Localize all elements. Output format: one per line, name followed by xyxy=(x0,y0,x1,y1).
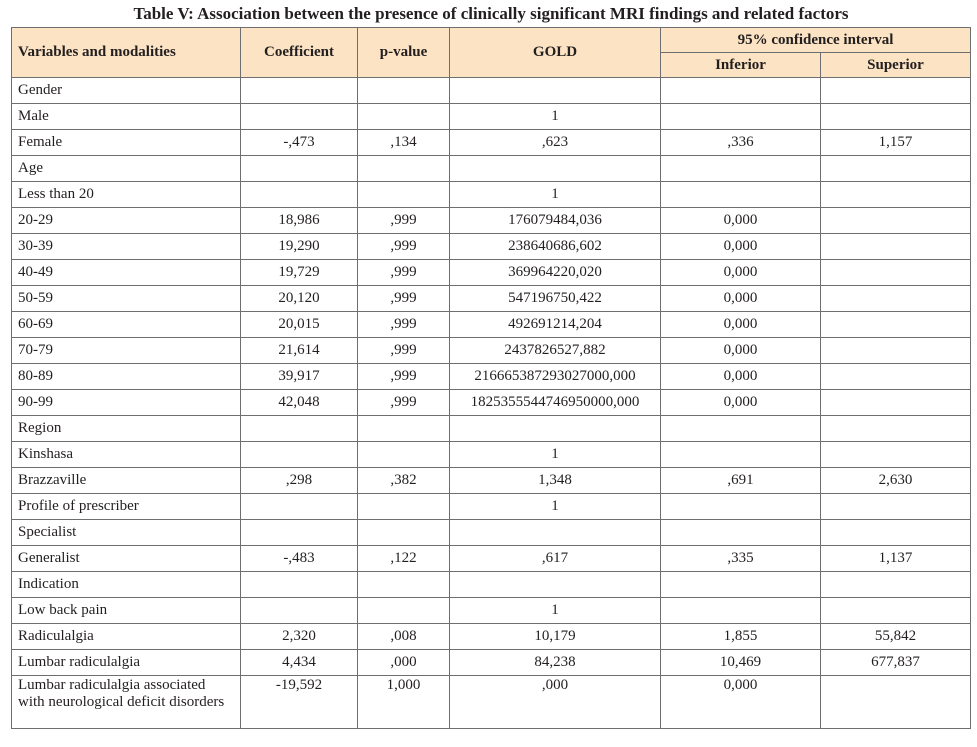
cell-inferior xyxy=(661,572,821,598)
cell-coefficient: 39,917 xyxy=(241,364,358,390)
cell-inferior: 0,000 xyxy=(661,260,821,286)
cell-superior xyxy=(821,286,971,312)
cell-coefficient xyxy=(241,156,358,182)
table-title: Table V: Association between the presence of clinically significant MRI findings and related factors xyxy=(133,4,849,23)
cell-gold: 1 xyxy=(450,104,661,130)
table-row xyxy=(12,130,971,156)
table-row xyxy=(12,390,971,416)
table-row xyxy=(12,182,971,208)
cell-inferior: 0,000 xyxy=(661,364,821,390)
cell-gold: 238640686,602 xyxy=(450,234,661,260)
cell-superior xyxy=(821,572,971,598)
cell-gold: 492691214,204 xyxy=(450,312,661,338)
cell-gold: 1,348 xyxy=(450,468,661,494)
cell-gold: 1825355544746950000,000 xyxy=(450,390,661,416)
cell-variable: Male xyxy=(12,104,241,130)
cell-p-value: ,999 xyxy=(358,312,450,338)
cell-inferior: 0,000 xyxy=(661,208,821,234)
table-row xyxy=(12,286,971,312)
cell-p-value: ,999 xyxy=(358,234,450,260)
cell-coefficient: 42,048 xyxy=(241,390,358,416)
cell-variable: 90-99 xyxy=(12,390,241,416)
cell-coefficient xyxy=(241,520,358,546)
cell-gold: ,623 xyxy=(450,130,661,156)
cell-gold: 216665387293027000,000 xyxy=(450,364,661,390)
cell-superior xyxy=(821,598,971,624)
cell-gold: ,617 xyxy=(450,546,661,572)
cell-p-value xyxy=(358,182,450,208)
cell-p-value xyxy=(358,494,450,520)
cell-coefficient xyxy=(241,494,358,520)
table-row xyxy=(12,364,971,390)
cell-gold: ,000 xyxy=(450,676,661,729)
cell-inferior xyxy=(661,182,821,208)
cell-inferior xyxy=(661,104,821,130)
cell-p-value: ,008 xyxy=(358,624,450,650)
cell-p-value xyxy=(358,442,450,468)
cell-coefficient: 20,120 xyxy=(241,286,358,312)
table-row xyxy=(12,546,971,572)
table-row xyxy=(12,494,971,520)
cell-p-value: ,134 xyxy=(358,130,450,156)
cell-variable: 80-89 xyxy=(12,364,241,390)
cell-inferior: ,336 xyxy=(661,130,821,156)
table-row xyxy=(12,260,971,286)
cell-superior xyxy=(821,78,971,104)
cell-inferior xyxy=(661,494,821,520)
table-row xyxy=(12,676,971,729)
table-row xyxy=(12,468,971,494)
cell-superior xyxy=(821,260,971,286)
cell-variable: Gender xyxy=(12,78,241,104)
cell-variable: 50-59 xyxy=(12,286,241,312)
table-row xyxy=(12,598,971,624)
cell-p-value: 1,000 xyxy=(358,676,450,729)
cell-variable: Low back pain xyxy=(12,598,241,624)
cell-variable: Lumbar radiculalgia xyxy=(12,650,241,676)
cell-gold: 547196750,422 xyxy=(450,286,661,312)
cell-coefficient: 18,986 xyxy=(241,208,358,234)
cell-coefficient xyxy=(241,572,358,598)
cell-p-value: ,999 xyxy=(358,364,450,390)
cell-gold: 1 xyxy=(450,182,661,208)
cell-p-value xyxy=(358,520,450,546)
cell-variable: Age xyxy=(12,156,241,182)
cell-superior xyxy=(821,338,971,364)
cell-coefficient: 19,290 xyxy=(241,234,358,260)
table-body xyxy=(12,78,971,729)
cell-inferior: 0,000 xyxy=(661,286,821,312)
cell-superior xyxy=(821,442,971,468)
cell-p-value xyxy=(358,78,450,104)
cell-coefficient xyxy=(241,78,358,104)
cell-coefficient xyxy=(241,182,358,208)
cell-coefficient xyxy=(241,104,358,130)
cell-p-value: ,999 xyxy=(358,338,450,364)
cell-variable: 40-49 xyxy=(12,260,241,286)
cell-p-value xyxy=(358,598,450,624)
cell-coefficient: 21,614 xyxy=(241,338,358,364)
cell-inferior: ,335 xyxy=(661,546,821,572)
cell-variable: Generalist xyxy=(12,546,241,572)
cell-p-value xyxy=(358,416,450,442)
cell-superior: 677,837 xyxy=(821,650,971,676)
cell-superior xyxy=(821,520,971,546)
cell-variable: Lumbar radiculalgia associated with neurological deficit disorders xyxy=(12,676,241,729)
cell-superior: 1,157 xyxy=(821,130,971,156)
cell-coefficient: -,473 xyxy=(241,130,358,156)
table-row xyxy=(12,104,971,130)
cell-p-value xyxy=(358,572,450,598)
header-p-value: p-value xyxy=(358,28,450,78)
cell-gold: 10,179 xyxy=(450,624,661,650)
cell-variable: Specialist xyxy=(12,520,241,546)
cell-p-value: ,000 xyxy=(358,650,450,676)
cell-coefficient: -,483 xyxy=(241,546,358,572)
cell-inferior: ,691 xyxy=(661,468,821,494)
cell-gold xyxy=(450,416,661,442)
cell-gold xyxy=(450,572,661,598)
cell-coefficient xyxy=(241,416,358,442)
cell-variable: Female xyxy=(12,130,241,156)
table-row xyxy=(12,520,971,546)
cell-coefficient: 4,434 xyxy=(241,650,358,676)
header-variables: Variables and modalities xyxy=(12,28,241,78)
cell-inferior: 10,469 xyxy=(661,650,821,676)
cell-superior xyxy=(821,312,971,338)
cell-variable: Region xyxy=(12,416,241,442)
header-superior: Superior xyxy=(821,53,971,78)
cell-superior: 2,630 xyxy=(821,468,971,494)
cell-variable: Less than 20 xyxy=(12,182,241,208)
cell-p-value: ,999 xyxy=(358,260,450,286)
cell-inferior: 0,000 xyxy=(661,312,821,338)
cell-variable: Radiculalgia xyxy=(12,624,241,650)
cell-inferior: 1,855 xyxy=(661,624,821,650)
cell-p-value: ,382 xyxy=(358,468,450,494)
cell-variable: 30-39 xyxy=(12,234,241,260)
results-table xyxy=(11,27,971,729)
cell-inferior: 0,000 xyxy=(661,390,821,416)
cell-gold xyxy=(450,78,661,104)
cell-gold: 1 xyxy=(450,598,661,624)
cell-superior: 1,137 xyxy=(821,546,971,572)
header-confidence-interval: 95% confidence interval xyxy=(661,28,971,53)
cell-inferior xyxy=(661,156,821,182)
cell-p-value xyxy=(358,156,450,182)
cell-coefficient: 2,320 xyxy=(241,624,358,650)
cell-inferior: 0,000 xyxy=(661,676,821,729)
cell-variable: Brazzaville xyxy=(12,468,241,494)
cell-variable: 60-69 xyxy=(12,312,241,338)
cell-inferior xyxy=(661,78,821,104)
cell-superior: 55,842 xyxy=(821,624,971,650)
cell-p-value: ,999 xyxy=(358,286,450,312)
cell-gold xyxy=(450,520,661,546)
table-row xyxy=(12,624,971,650)
cell-inferior xyxy=(661,416,821,442)
cell-superior xyxy=(821,182,971,208)
cell-variable: 70-79 xyxy=(12,338,241,364)
cell-superior xyxy=(821,494,971,520)
table-row xyxy=(12,416,971,442)
table-row xyxy=(12,156,971,182)
cell-gold: 369964220,020 xyxy=(450,260,661,286)
table-header xyxy=(12,28,971,78)
cell-p-value: ,999 xyxy=(358,390,450,416)
cell-inferior xyxy=(661,598,821,624)
cell-p-value xyxy=(358,104,450,130)
cell-superior xyxy=(821,104,971,130)
table-row xyxy=(12,442,971,468)
cell-variable: 20-29 xyxy=(12,208,241,234)
cell-coefficient: 20,015 xyxy=(241,312,358,338)
cell-inferior: 0,000 xyxy=(661,234,821,260)
header-coefficient: Coefficient xyxy=(241,28,358,78)
cell-gold xyxy=(450,156,661,182)
cell-gold: 1 xyxy=(450,494,661,520)
cell-variable: Indication xyxy=(12,572,241,598)
header-gold: GOLD xyxy=(450,28,661,78)
cell-superior xyxy=(821,390,971,416)
cell-coefficient: -19,592 xyxy=(241,676,358,729)
cell-coefficient: 19,729 xyxy=(241,260,358,286)
cell-superior xyxy=(821,156,971,182)
cell-inferior xyxy=(661,520,821,546)
cell-variable: Kinshasa xyxy=(12,442,241,468)
table-row xyxy=(12,572,971,598)
cell-inferior: 0,000 xyxy=(661,338,821,364)
cell-coefficient xyxy=(241,598,358,624)
cell-coefficient: ,298 xyxy=(241,468,358,494)
cell-p-value: ,999 xyxy=(358,208,450,234)
table-row xyxy=(12,312,971,338)
cell-variable: Profile of prescriber xyxy=(12,494,241,520)
table-row xyxy=(12,208,971,234)
cell-superior xyxy=(821,234,971,260)
cell-gold: 84,238 xyxy=(450,650,661,676)
table-row xyxy=(12,234,971,260)
cell-inferior xyxy=(661,442,821,468)
cell-superior xyxy=(821,416,971,442)
table-row xyxy=(12,650,971,676)
table-row xyxy=(12,78,971,104)
cell-gold: 176079484,036 xyxy=(450,208,661,234)
cell-superior xyxy=(821,364,971,390)
cell-p-value: ,122 xyxy=(358,546,450,572)
table-row xyxy=(12,338,971,364)
cell-coefficient xyxy=(241,442,358,468)
cell-superior xyxy=(821,208,971,234)
cell-gold: 1 xyxy=(450,442,661,468)
cell-superior xyxy=(821,676,971,729)
header-inferior: Inferior xyxy=(661,53,821,78)
cell-gold: 2437826527,882 xyxy=(450,338,661,364)
